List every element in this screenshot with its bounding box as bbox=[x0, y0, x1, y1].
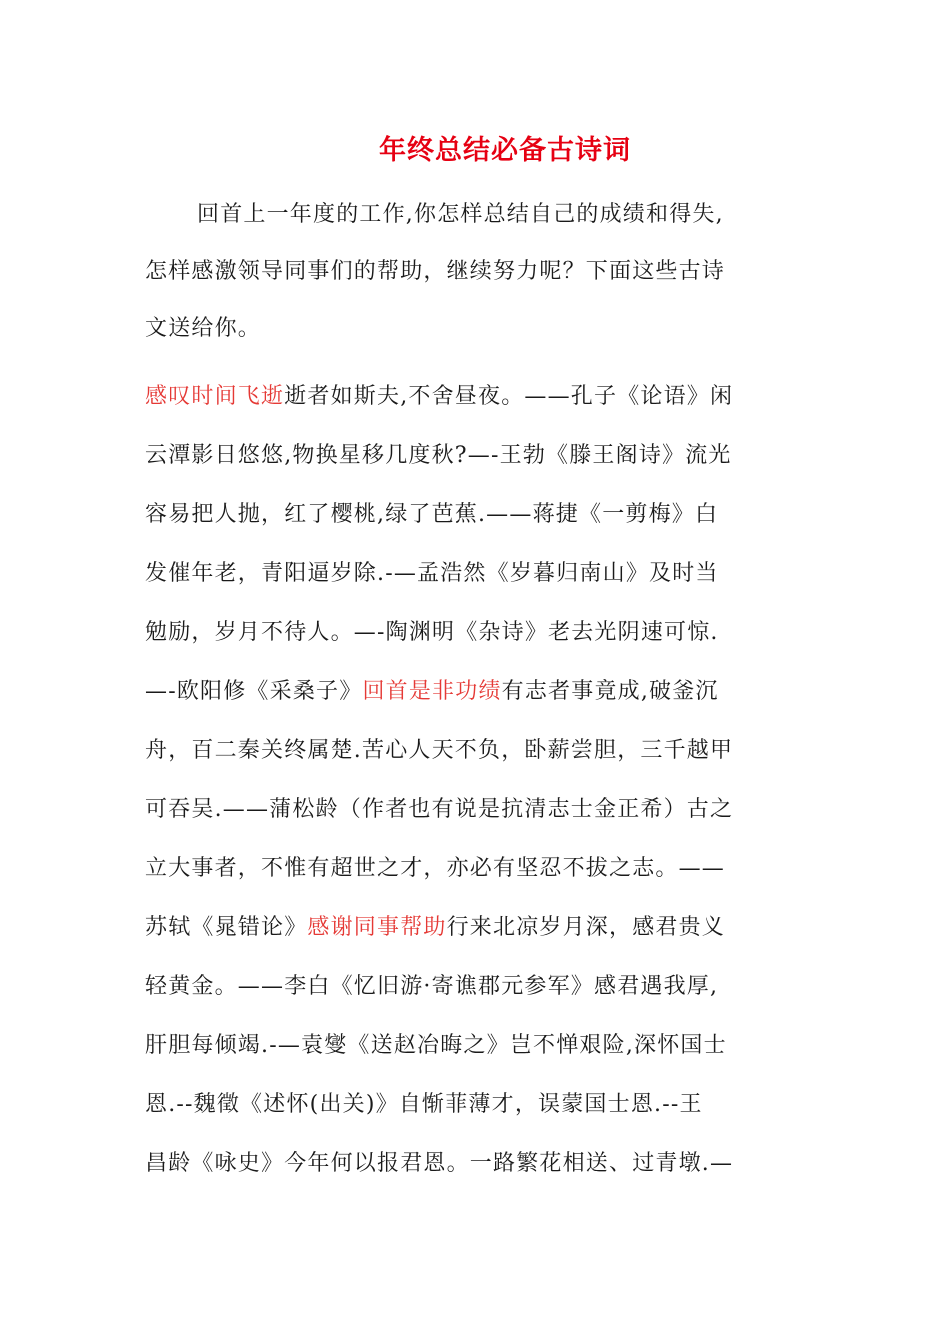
body-line: 发催年老，青阳逼岁除.-—孟浩然《岁暮归南山》及时当 bbox=[145, 561, 719, 586]
body-text: 逝者如斯夫,不舍昼夜。——孔子《论语》闲 bbox=[284, 384, 734, 409]
body-line bbox=[145, 677, 825, 707]
body-line: 立大事者，不惟有超世之才，亦必有坚忍不拔之志。—— bbox=[145, 856, 726, 881]
body-line: 舟，百二秦关终属楚.苦心人天不负，卧薪尝胆，三千越甲 bbox=[145, 738, 734, 763]
document-title: 年终总结必备古诗词 bbox=[379, 135, 631, 166]
intro-line: 文送给你。 bbox=[145, 316, 262, 341]
intro-paragraph bbox=[145, 200, 825, 371]
body-text: —-欧阳修《采桑子》 bbox=[145, 679, 363, 704]
body-text: 苏轼《晁错论》 bbox=[145, 915, 308, 940]
body-line: 容易把人抛，红了樱桃,绿了芭蕉.——蒋捷《一剪梅》白 bbox=[145, 502, 719, 527]
body-line: 恩.--魏徵《述怀(出关)》自惭菲薄才，误蒙国士恩.--王 bbox=[145, 1092, 703, 1117]
body-line: 肝胆每倾竭.-—袁燮《送赵冶晦之》岂不惮艰险,深怀国士 bbox=[145, 1033, 727, 1058]
body-line: 轻黄金。——李白《忆旧游·寄谯郡元参军》感君遇我厚, bbox=[145, 974, 719, 999]
body-line: 勉励，岁月不待人。—-陶渊明《杂诗》老去光阴速可惊. bbox=[145, 620, 719, 645]
section-heading-review: 回首是非功绩 bbox=[362, 679, 502, 704]
body-line bbox=[145, 913, 825, 943]
body-line: 云潭影日悠悠,物换星移几度秋?—-王勃《滕王阁诗》流光 bbox=[145, 443, 732, 468]
section-heading-time: 感叹时间飞逝 bbox=[145, 384, 285, 409]
section-heading-thanks: 感谢同事帮助 bbox=[307, 915, 447, 940]
body-line: 昌龄《咏史》今年何以报君恩。一路繁花相送、过青墩.— bbox=[145, 1151, 734, 1176]
body-line bbox=[145, 382, 825, 412]
intro-line: 怎样感激领导同事们的帮助，继续努力呢？下面这些古诗 bbox=[145, 259, 726, 284]
intro-line: 回首上一年度的工作,你怎样总结自己的成绩和得失, bbox=[197, 202, 724, 227]
body-paragraph bbox=[145, 382, 825, 1208]
body-line: 可吞吴.——蒲松龄（作者也有说是抗清志士金正希）古之 bbox=[145, 797, 734, 822]
body-text: 有志者事竟成,破釜沉 bbox=[501, 679, 719, 704]
body-text: 行来北凉岁月深，感君贵义 bbox=[446, 915, 726, 940]
